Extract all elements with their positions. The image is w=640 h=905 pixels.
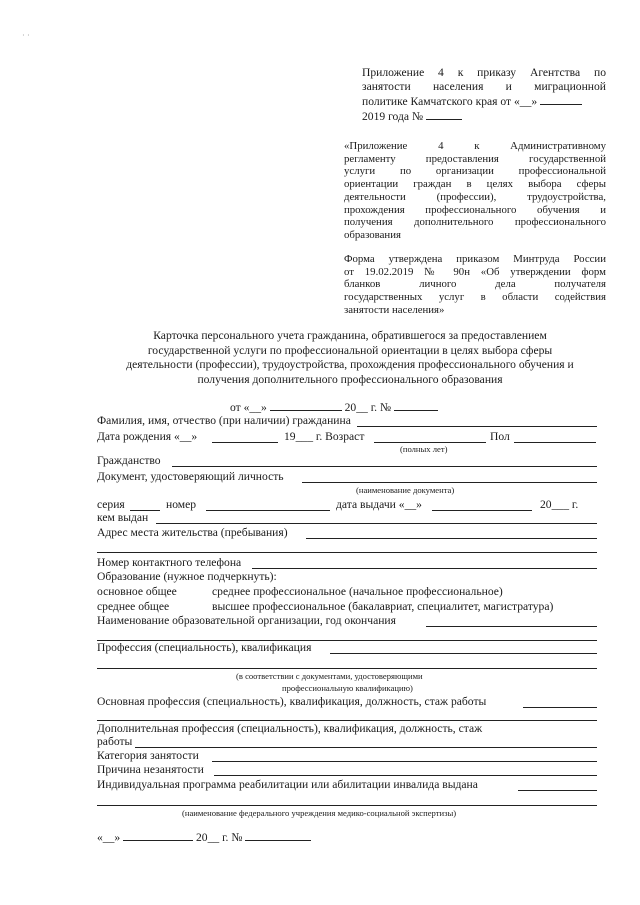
- corner-mark: · ·: [22, 30, 30, 40]
- title-line: деятельности (профессии), трудоустройства, прохождения профессионального обучения и: [126, 358, 574, 371]
- quote-line: получения дополнительного профессионального: [344, 216, 606, 229]
- age-field[interactable]: [374, 442, 486, 443]
- issue-date-label: дата выдачи «__»: [336, 498, 422, 511]
- footer-number-blank[interactable]: [245, 830, 311, 841]
- doc-name-hint: (наименование документа): [356, 485, 455, 495]
- profession-hint-2: профессиональную квалификацию): [282, 683, 413, 693]
- unemployment-reason-label: Причина незанятости: [97, 763, 204, 776]
- main-profession-label: Основная профессия (специальность), квалификация, должность, стаж работы: [97, 695, 487, 708]
- fio-field[interactable]: [357, 426, 597, 427]
- sex-label: Пол: [490, 430, 510, 443]
- edu-spo-option[interactable]: среднее профессиональное (начальное профессиональное): [212, 585, 503, 598]
- quote-line: «Приложение 4 к Административному: [344, 140, 606, 152]
- number-field[interactable]: [206, 510, 330, 511]
- citizenship-field[interactable]: [172, 466, 597, 467]
- profession-label: Профессия (специальность), квалификация: [97, 641, 312, 654]
- date-line: от «__» 20__ г. №: [230, 400, 438, 414]
- quote-line: образования: [344, 228, 401, 241]
- profession-field-cont[interactable]: [97, 668, 597, 669]
- quote-line: деятельности (профессии), трудоустройства,: [344, 190, 606, 203]
- ipra-field-cont[interactable]: [97, 805, 597, 806]
- unemployment-reason-field[interactable]: [214, 775, 597, 776]
- edu-org-field[interactable]: [426, 626, 597, 627]
- document-title: [80, 329, 620, 387]
- add-profession-label: Дополнительная профессия (специальность), квалификация, должность, стаж: [97, 722, 483, 735]
- ipra-label: Индивидуальная программа реабилитации или абилитации инвалида выдана: [97, 778, 478, 791]
- appendix-line: политике Камчатского края от «__»: [362, 94, 606, 109]
- education-label: Образование (нужное подчеркнуть):: [97, 570, 277, 583]
- fio-label: Фамилия, имя, отчество (при наличии) гражданина: [97, 414, 351, 427]
- appendix-line: занятости населения и миграционной: [362, 80, 606, 93]
- footer-day-blank[interactable]: [123, 830, 193, 841]
- work-label: работы: [97, 735, 133, 748]
- edu-org-label: Наименование образовательной организации, год окончания: [97, 614, 396, 627]
- add-profession-field[interactable]: [135, 747, 597, 748]
- birth-day-field[interactable]: [212, 442, 278, 443]
- id-document-field[interactable]: [302, 482, 597, 483]
- edu-secondary-option[interactable]: среднее общее: [97, 600, 170, 613]
- quote-line: ориентации граждан в целях выбора сферы: [344, 178, 606, 191]
- main-profession-field-cont[interactable]: [97, 720, 597, 721]
- title-line: получения дополнительного профессионального образования: [197, 372, 503, 386]
- appendix-block: [362, 66, 606, 124]
- title-line: государственной услуги по профессиональной ориентации в целях выбора сферы: [147, 343, 553, 357]
- edu-basic-option[interactable]: основное общее: [97, 585, 177, 598]
- form-line: бланков личного дела получателя: [344, 278, 606, 291]
- issue-year-label: 20___ г.: [540, 498, 579, 511]
- regulation-quote-block: [344, 140, 606, 242]
- title-line: Карточка персонального учета гражданина, обратившегося за предоставлением: [153, 329, 547, 342]
- form-approval-block: [344, 253, 606, 317]
- number-label: номер: [166, 498, 197, 511]
- address-label: Адрес места жительства (пребывания): [97, 526, 288, 539]
- form-line: занятости населения»: [344, 303, 445, 316]
- sex-field[interactable]: [514, 442, 596, 443]
- quote-line: регламенту предоставления государственной: [344, 152, 606, 165]
- issue-date-field[interactable]: [432, 510, 532, 511]
- quote-line: услуги по организации профессиональной: [344, 165, 606, 178]
- issued-by-field[interactable]: [156, 523, 597, 524]
- quote-line: прохождения профессионального обучения и: [344, 203, 606, 216]
- citizenship-label: Гражданство: [97, 454, 161, 467]
- edu-higher-option[interactable]: высшее профессиональное (бакалавриат, специалитет, магистратура): [212, 600, 554, 613]
- appendix-line: 2019 года №: [362, 109, 606, 124]
- birth-date-label: Дата рождения «__»: [97, 430, 198, 443]
- ipra-field[interactable]: [518, 790, 597, 791]
- address-field[interactable]: [306, 538, 597, 539]
- phone-field[interactable]: [252, 568, 597, 569]
- birth-year-label: 19___ г. Возраст: [284, 430, 365, 443]
- phone-label: Номер контактного телефона: [97, 556, 242, 569]
- series-label: серия: [97, 498, 125, 511]
- number-blank[interactable]: [394, 400, 438, 411]
- profession-hint: (в соответствии с документами, удостоверяющими: [236, 671, 423, 681]
- employment-category-label: Категория занятости: [97, 749, 199, 762]
- full-years-hint: (полных лет): [400, 444, 448, 454]
- ipra-hint: (наименование федерального учреждения медико-социальной экспертизы): [182, 808, 457, 818]
- form-line: государственных услуг в области содействия: [344, 291, 606, 304]
- day-month-blank[interactable]: [270, 400, 342, 411]
- main-profession-field[interactable]: [523, 707, 597, 708]
- form-line: от 19.02.2019 № 90н «Об утверждении форм: [344, 265, 606, 278]
- footer-date-line: «__» 20__ г. №: [97, 830, 311, 844]
- form-line: Форма утверждена приказом Минтруда России: [344, 253, 606, 265]
- appendix-line: Приложение 4 к приказу Агентства по: [362, 66, 606, 79]
- employment-category-field[interactable]: [212, 761, 597, 762]
- address-field-cont[interactable]: [97, 552, 597, 553]
- profession-field[interactable]: [330, 653, 597, 654]
- id-document-label: Документ, удостоверяющий личность: [97, 470, 284, 483]
- issued-by-label: кем выдан: [97, 511, 149, 524]
